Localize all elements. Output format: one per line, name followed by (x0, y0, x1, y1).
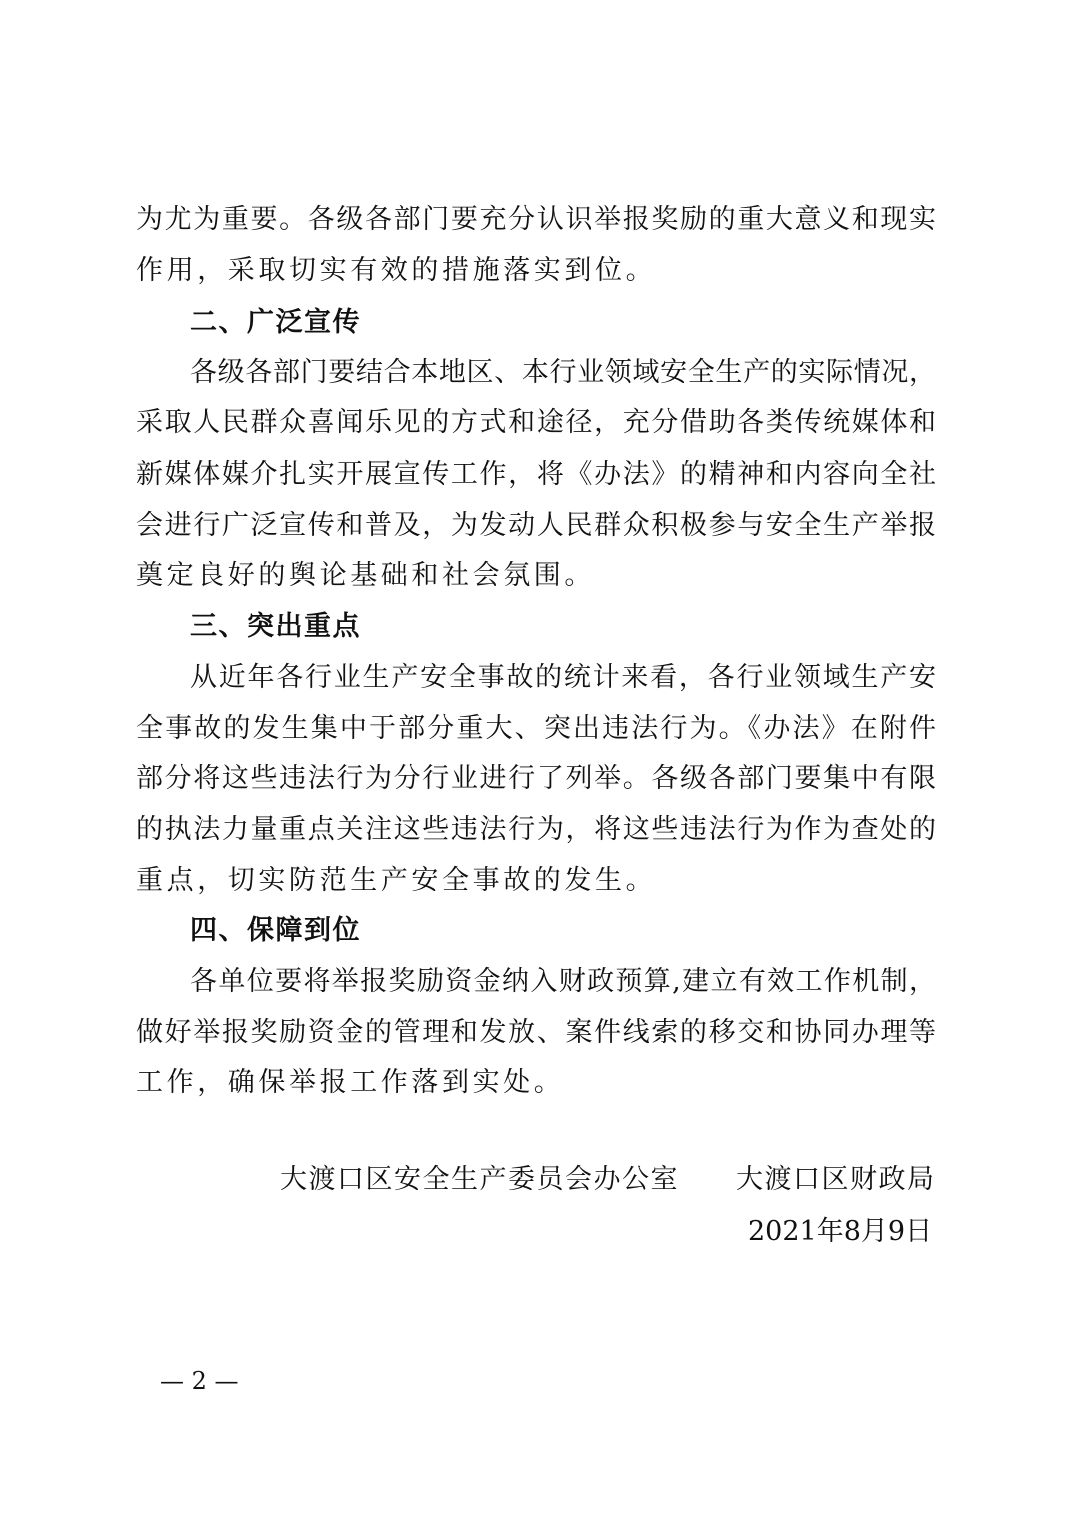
section-3-line-2: 全事故的发生集中于部分重大、突出违法行为。《办法》在附件 (136, 713, 936, 744)
page-number: — 2 — (160, 1367, 239, 1395)
section-4-line-3: 工作，确保举报工作落到实处。 (136, 1067, 565, 1098)
issuer-finance-bureau: 大渡口区财政局 (736, 1164, 936, 1195)
section-2-line-2: 采取人民群众喜闻乐见的方式和途径，充分借助各类传统媒体和 (136, 407, 936, 438)
section-4-heading: 四、保障到位 (190, 915, 361, 946)
section-4-line-1: 各单位要将举报奖励资金纳入财政预算,建立有效工作机制， (190, 966, 936, 997)
section-2-line-4: 会进行广泛宣传和普及，为发动人民群众积极参与安全生产举报 (136, 510, 936, 541)
issuer-safety-committee: 大渡口区安全生产委员会办公室 (280, 1164, 679, 1195)
section-2-line-3: 新媒体媒介扎实开展宣传工作，将《办法》的精神和内容向全社 (136, 459, 936, 490)
section-2-line-5: 奠定良好的舆论基础和社会氛围。 (136, 560, 595, 591)
intro-line-1: 为尤为重要。各级各部门要充分认识举报奖励的重大意义和现实 (136, 204, 936, 235)
section-3-line-3: 部分将这些违法行为分行业进行了列举。各级各部门要集中有限 (136, 763, 936, 794)
section-3-line-5: 重点，切实防范生产安全事故的发生。 (136, 865, 657, 896)
issue-date: 2021年8月9日 (748, 1216, 933, 1247)
section-3-line-1: 从近年各行业生产安全事故的统计来看，各行业领域生产安 (190, 662, 936, 693)
section-3-line-4: 的执法力量重点关注这些违法行为，将这些违法行为作为查处的 (136, 814, 936, 845)
section-2-line-1: 各级各部门要结合本地区、本行业领域安全生产的实际情况， (190, 357, 936, 388)
section-3-heading: 三、突出重点 (190, 611, 361, 642)
section-2-heading: 二、广泛宣传 (190, 307, 361, 338)
intro-line-2: 作用，采取切实有效的措施落实到位。 (136, 255, 657, 286)
section-4-line-2: 做好举报奖励资金的管理和发放、案件线索的移交和协同办理等 (136, 1017, 936, 1048)
